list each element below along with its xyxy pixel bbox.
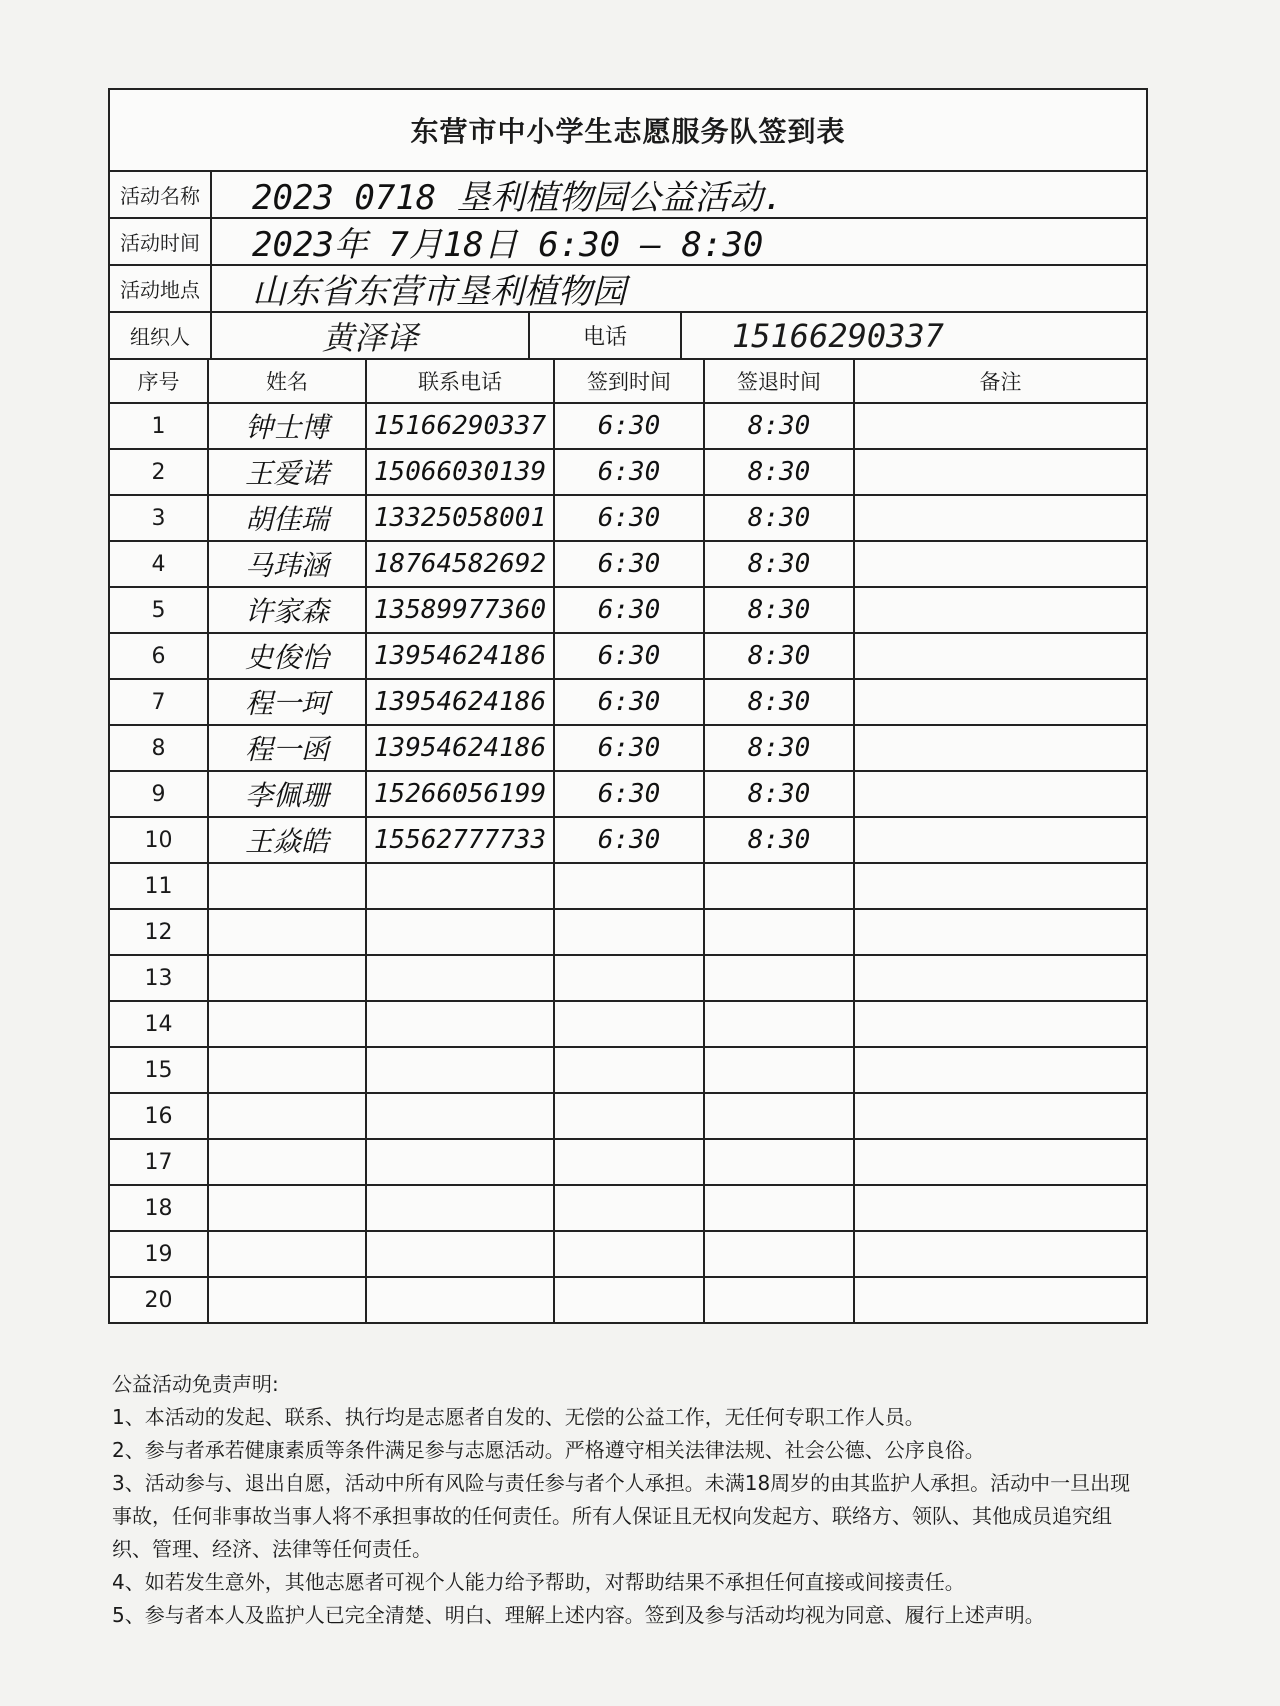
row-name: 马玮涵 [208,541,366,587]
row-phone: 13325058001 [366,495,554,541]
row-sign-out-time: 8:30 [704,771,854,817]
row-name [208,1139,366,1185]
header-no: 序号 [110,360,208,403]
row-name [208,1277,366,1322]
row-number: 16 [110,1093,208,1139]
row-sign-in-time: 6:30 [554,587,704,633]
row-sign-out-time: 8:30 [704,587,854,633]
row-sign-in-time [554,1185,704,1231]
row-name [208,863,366,909]
row-note [854,817,1146,863]
row-name [208,1185,366,1231]
row-note [854,1277,1146,1322]
organizer-value: 黄泽译 [212,313,530,358]
row-sign-out-time [704,1047,854,1093]
row-sign-in-time [554,909,704,955]
row-sign-out-time: 8:30 [704,817,854,863]
disclaimer-item: 5、参与者本人及监护人已完全清楚、明白、理解上述内容。签到及参与活动均视为同意、履行上述声明。 [112,1603,1045,1627]
row-sign-in-time [554,863,704,909]
row-sign-out-time [704,1139,854,1185]
row-note [854,495,1146,541]
activity-place-row [110,266,1146,313]
row-name [208,1231,366,1277]
organizer-row [110,313,1146,360]
row-number: 4 [110,541,208,587]
table-row [110,725,1146,771]
row-phone [366,1185,554,1231]
activity-time-row [110,219,1146,266]
table-row [110,1047,1146,1093]
row-number: 14 [110,1001,208,1047]
row-name [208,909,366,955]
row-sign-out-time: 8:30 [704,633,854,679]
disclaimer-item: 1、本活动的发起、联系、执行均是志愿者自发的、无偿的公益工作，无任何专职工作人员。 [112,1405,925,1429]
row-name [208,1093,366,1139]
header-name: 姓名 [208,360,366,403]
row-sign-in-time: 6:30 [554,495,704,541]
row-note [854,449,1146,495]
row-number: 19 [110,1231,208,1277]
header-phone: 联系电话 [366,360,554,403]
row-number: 7 [110,679,208,725]
row-note [854,1001,1146,1047]
row-number: 12 [110,909,208,955]
row-number: 11 [110,863,208,909]
row-number: 17 [110,1139,208,1185]
row-phone [366,1001,554,1047]
row-sign-out-time [704,1001,854,1047]
row-number: 1 [110,403,208,449]
table-row [110,771,1146,817]
activity-name-row [110,172,1146,219]
row-sign-in-time [554,1093,704,1139]
table-row [110,541,1146,587]
phone-label: 电话 [530,313,682,358]
disclaimer-item: 3、活动参与、退出自愿，活动中所有风险与责任参与者个人承担。未满18周岁的由其监护人承担。活动中一旦出现事故，任何非事故当事人将不承担事故的任何责任。所有人保证且无权向发起方、联络方、领队、其他成员追究组织、管理、经济、法律等任何责任。 [112,1471,1131,1561]
row-phone: 13954624186 [366,725,554,771]
row-sign-out-time [704,863,854,909]
row-number: 8 [110,725,208,771]
row-number: 20 [110,1277,208,1322]
row-sign-in-time [554,1047,704,1093]
row-sign-in-time: 6:30 [554,725,704,771]
header-sign-in-time: 签到时间 [554,360,704,403]
row-sign-in-time: 6:30 [554,633,704,679]
row-sign-out-time [704,1093,854,1139]
row-phone: 15562777733 [366,817,554,863]
row-phone [366,1139,554,1185]
table-row [110,679,1146,725]
header-note: 备注 [854,360,1146,403]
row-sign-in-time [554,1139,704,1185]
row-number: 10 [110,817,208,863]
row-number: 15 [110,1047,208,1093]
attendance-table [110,360,1146,1322]
row-phone [366,909,554,955]
table-row [110,403,1146,449]
row-sign-out-time: 8:30 [704,725,854,771]
row-note [854,541,1146,587]
row-sign-out-time [704,1277,854,1322]
row-note [854,679,1146,725]
row-sign-out-time: 8:30 [704,541,854,587]
row-number: 2 [110,449,208,495]
row-number: 6 [110,633,208,679]
row-note [854,1047,1146,1093]
row-note [854,1139,1146,1185]
row-name: 许家森 [208,587,366,633]
phone-value: 15166290337 [732,316,944,355]
row-note [854,1231,1146,1277]
row-phone: 18764582692 [366,541,554,587]
row-note [854,909,1146,955]
row-note [854,403,1146,449]
row-sign-out-time: 8:30 [704,679,854,725]
row-sign-in-time [554,1277,704,1322]
row-note [854,1093,1146,1139]
activity-name-value: 2023 0718 垦利植物园公益活动. [252,178,784,218]
table-row [110,1001,1146,1047]
activity-time-value: 2023年 7月18日 6:30 — 8:30 [252,225,764,265]
activity-time-label: 活动时间 [110,219,212,264]
row-phone: 13954624186 [366,633,554,679]
row-phone: 13589977360 [366,587,554,633]
table-row [110,587,1146,633]
row-name [208,1047,366,1093]
row-note [854,725,1146,771]
row-phone: 15266056199 [366,771,554,817]
sheet-title: 东营市中小学生志愿服务队签到表 [110,90,1146,172]
row-name: 王焱皓 [208,817,366,863]
activity-place-value: 山东省东营市垦利植物园 [252,272,626,312]
row-name: 史俊怡 [208,633,366,679]
row-number: 3 [110,495,208,541]
row-name: 胡佳瑞 [208,495,366,541]
organizer-label: 组织人 [110,313,212,358]
row-sign-in-time [554,1001,704,1047]
row-sign-in-time: 6:30 [554,541,704,587]
disclaimer-item: 2、参与者承若健康素质等条件满足参与志愿活动。严格遵守相关法律法规、社会公德、公序良俗。 [112,1438,985,1462]
row-note [854,863,1146,909]
row-sign-out-time [704,909,854,955]
activity-name-label: 活动名称 [110,172,212,217]
row-phone [366,1231,554,1277]
row-note [854,771,1146,817]
row-phone [366,863,554,909]
row-sign-in-time [554,1231,704,1277]
table-row [110,449,1146,495]
row-sign-out-time [704,1185,854,1231]
table-row [110,1093,1146,1139]
table-row [110,955,1146,1001]
row-name: 程一珂 [208,679,366,725]
row-number: 5 [110,587,208,633]
table-header-row [110,360,1146,403]
table-row [110,1139,1146,1185]
activity-place-label: 活动地点 [110,266,212,311]
row-name: 李佩珊 [208,771,366,817]
header-sign-out-time: 签退时间 [704,360,854,403]
row-sign-out-time [704,1231,854,1277]
row-name [208,1001,366,1047]
row-name [208,955,366,1001]
table-row [110,817,1146,863]
row-sign-out-time: 8:30 [704,403,854,449]
row-sign-out-time: 8:30 [704,449,854,495]
table-row [110,495,1146,541]
row-note [854,587,1146,633]
table-row [110,863,1146,909]
row-number: 18 [110,1185,208,1231]
disclaimer-item: 4、如若发生意外，其他志愿者可视个人能力给予帮助，对帮助结果不承担任何直接或间接责任。 [112,1570,965,1594]
row-name: 钟士博 [208,403,366,449]
row-sign-in-time: 6:30 [554,817,704,863]
row-note [854,633,1146,679]
row-name: 程一函 [208,725,366,771]
row-sign-in-time: 6:30 [554,449,704,495]
row-phone [366,1277,554,1322]
table-row [110,1277,1146,1322]
disclaimer-heading: 公益活动免责声明: [112,1372,279,1396]
row-name: 王爱诺 [208,449,366,495]
table-row [110,633,1146,679]
row-number: 9 [110,771,208,817]
row-sign-in-time: 6:30 [554,403,704,449]
row-sign-out-time: 8:30 [704,495,854,541]
row-phone: 15166290337 [366,403,554,449]
sign-in-sheet [108,88,1148,1324]
row-phone [366,1093,554,1139]
row-phone: 13954624186 [366,679,554,725]
table-row [110,1231,1146,1277]
row-sign-in-time [554,955,704,1001]
row-sign-in-time: 6:30 [554,771,704,817]
row-note [854,1185,1146,1231]
row-phone: 15066030139 [366,449,554,495]
row-number: 13 [110,955,208,1001]
table-row [110,1185,1146,1231]
row-sign-in-time: 6:30 [554,679,704,725]
table-row [110,909,1146,955]
row-phone [366,955,554,1001]
row-phone [366,1047,554,1093]
row-note [854,955,1146,1001]
disclaimer [112,1368,1142,1632]
row-sign-out-time [704,955,854,1001]
